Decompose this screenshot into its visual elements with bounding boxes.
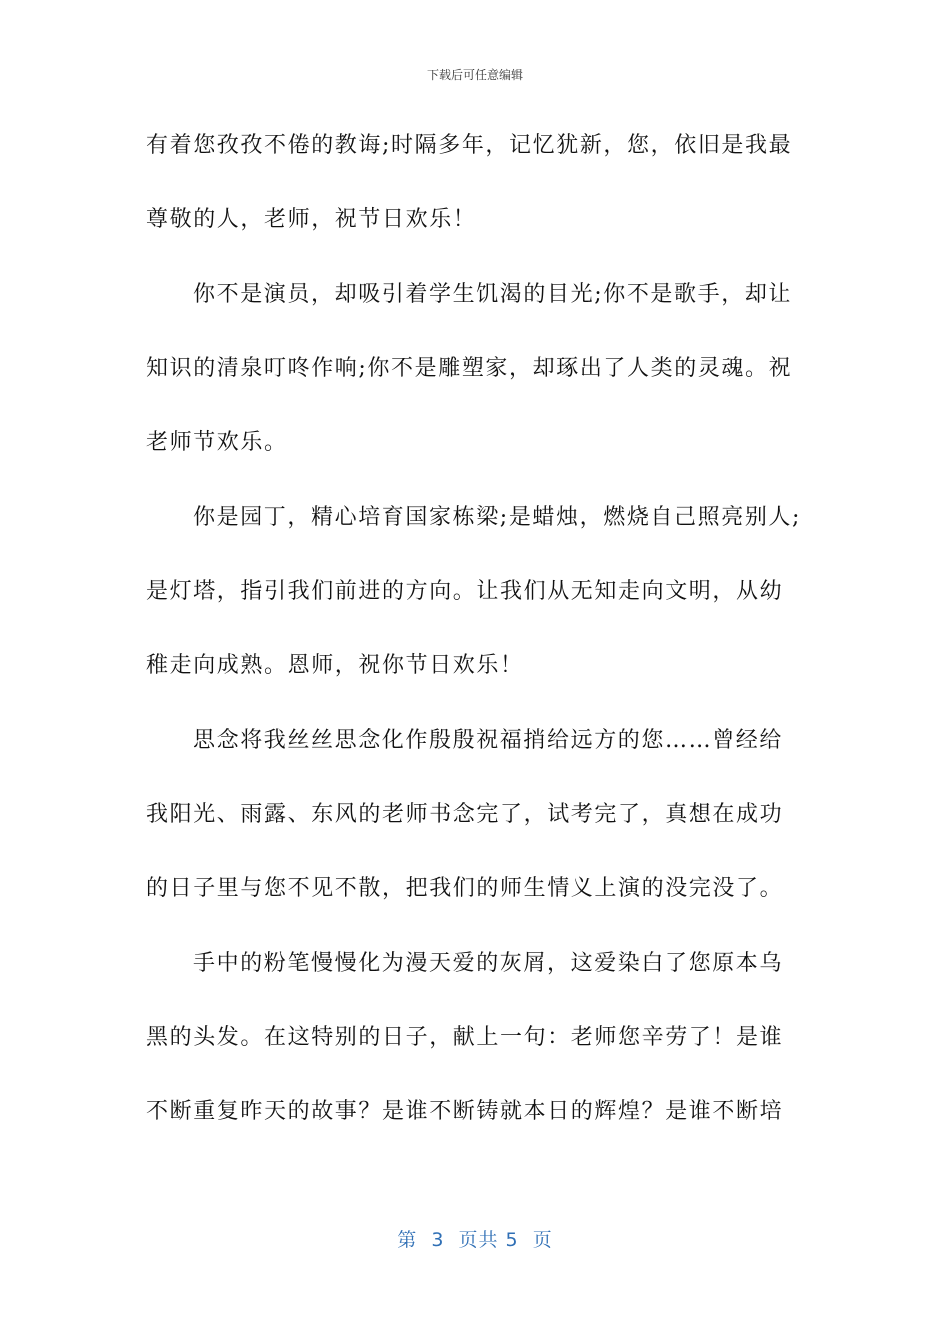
text-line: 手中的粉笔慢慢化为漫天爱的灰屑，这爱染白了您原本乌 <box>193 951 784 976</box>
text-line: 思念将我丝丝思念化作殷殷祝福捎给远方的您……曾经给 <box>193 728 784 753</box>
text-line: 是灯塔，指引我们前进的方向。让我们从无知走向文明，从幼 <box>146 579 784 604</box>
text-line: 有着您孜孜不倦的教诲;时隔多年，记忆犹新，您，依旧是我最 <box>146 133 793 158</box>
text-line: 的日子里与您不见不散，把我们的师生情义上演的没完没了。 <box>146 876 784 901</box>
page-header: 下载后可任意编辑 <box>426 68 523 82</box>
text-line: 你不是演员，却吸引着学生饥渴的目光;你不是歌手，却让 <box>193 282 793 307</box>
text-line: 尊敬的人，老师，祝节日欢乐！ <box>146 207 477 232</box>
text-line: 我阳光、雨露、东风的老师书念完了，试考完了，真想在成功 <box>146 802 784 827</box>
text-line: 黑的头发。在这特别的日子，献上一句：老师您辛劳了！是谁 <box>146 1025 784 1050</box>
text-line: 知识的清泉叮咚作响;你不是雕塑家，却琢出了人类的灵魂。祝 <box>146 356 793 381</box>
page-number-footer: 第 3 页共 5 页 <box>397 1229 553 1251</box>
text-line: 你是园丁，精心培育国家栋梁;是蜡烛，燃烧自己照亮别人; <box>193 505 802 530</box>
text-line: 稚走向成熟。恩师，祝你节日欢乐！ <box>146 653 524 678</box>
text-line: 老师节欢乐。 <box>146 430 288 455</box>
text-line: 不断重复昨天的故事？是谁不断铸就本日的辉煌？是谁不断培 <box>146 1099 784 1124</box>
